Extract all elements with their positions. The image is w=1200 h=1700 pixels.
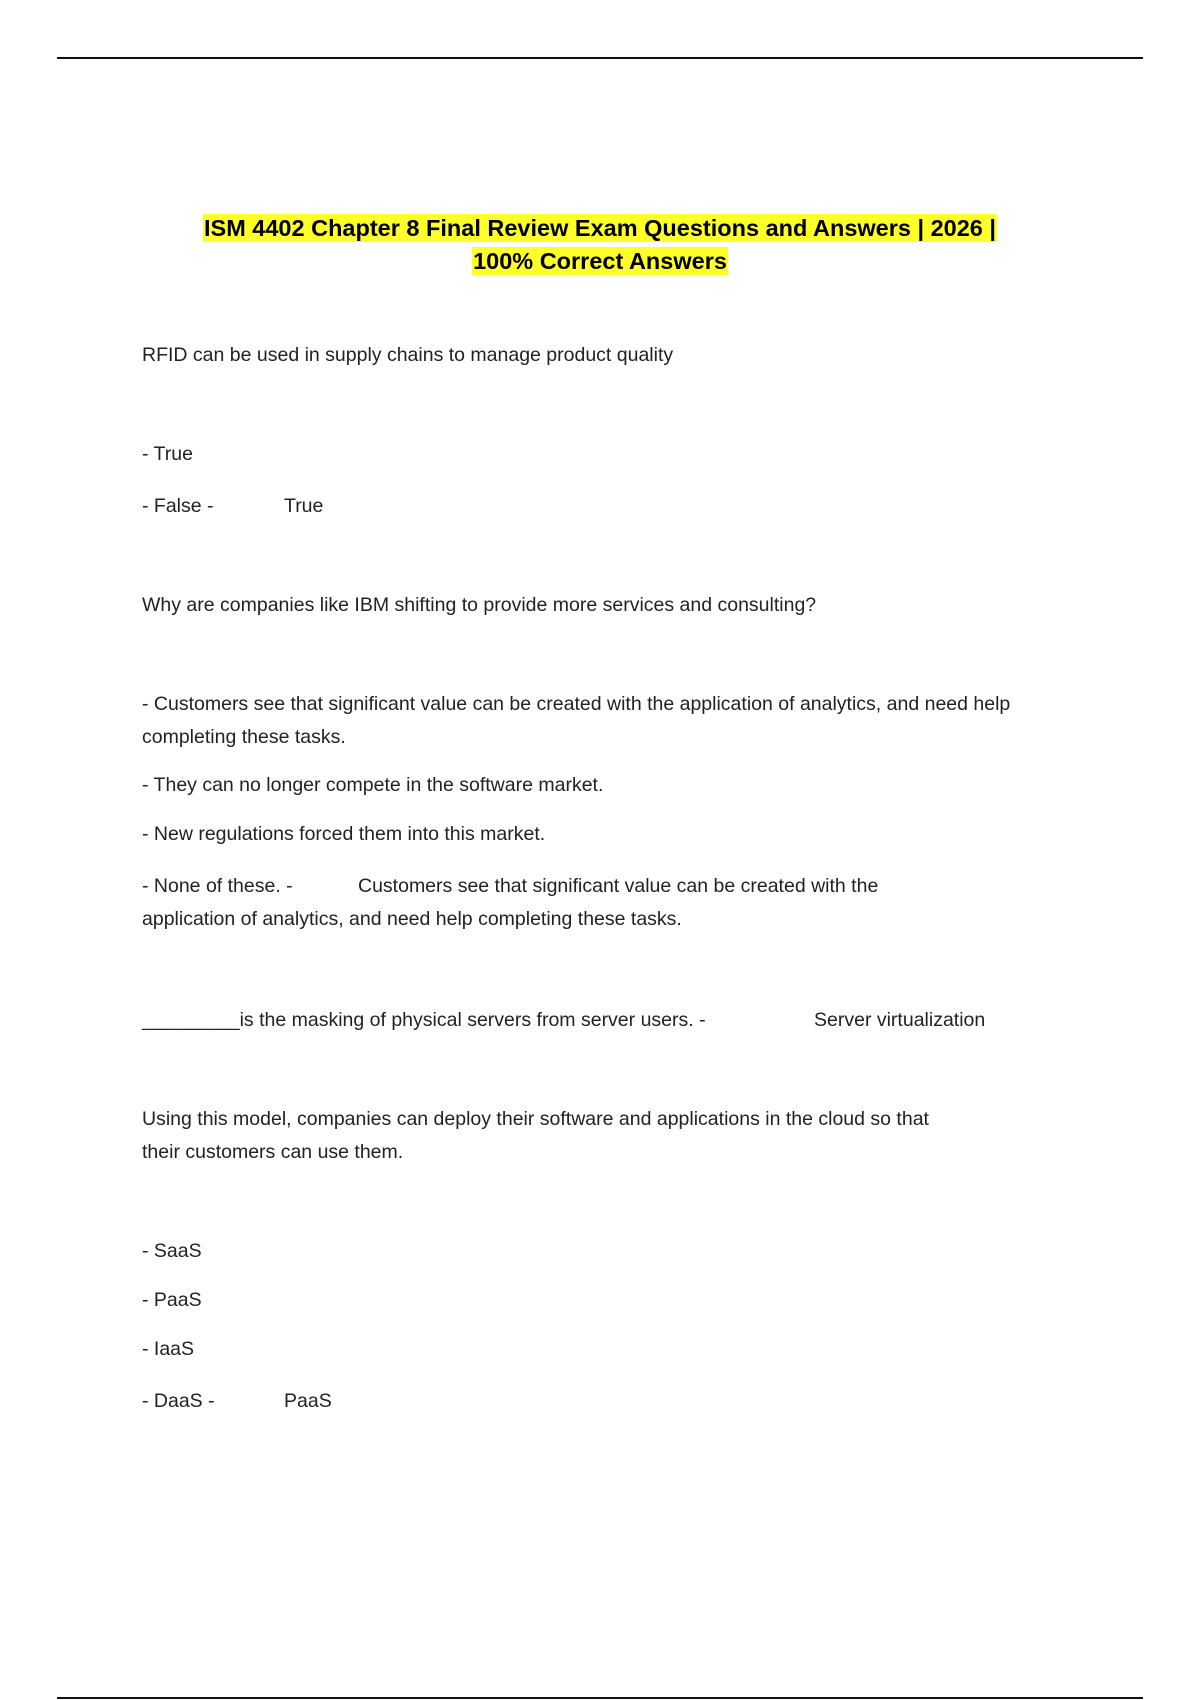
question-4-option-4: - DaaS -: [142, 1390, 215, 1412]
question-1-option-2: [142, 490, 214, 523]
question-4-text-line-1: Using this model, companies can deploy their software and applications in the cloud so that: [142, 1108, 929, 1130]
question-1-answer: True: [284, 495, 324, 517]
question-2-option-4: - None of these. -: [142, 875, 293, 897]
question-2-text: Why are companies like IBM shifting to provide more services and consulting?: [142, 594, 817, 616]
question-4-option-3: - IaaS: [142, 1338, 195, 1360]
question-2-option-2: - They can no longer compete in the software market.: [142, 774, 604, 796]
question-3-text: _________is the masking of physical servers from server users. -: [142, 1009, 706, 1031]
question-2-answer-line-2: application of analytics, and need help completing these tasks.: [142, 908, 682, 930]
question-2-option-3: - New regulations forced them into this market.: [142, 823, 546, 845]
question-3-answer: Server virtualization: [814, 1009, 986, 1031]
question-1-option-2-label: - False -: [142, 495, 214, 517]
question-1-option-1: - True: [142, 443, 193, 465]
question-4-option-2: - PaaS: [142, 1289, 202, 1311]
title-line-2: 100% Correct Answers: [473, 248, 727, 274]
question-2-option-1: - Customers see that significant value can be created with the application of analytics, and need help completing these tasks.: [142, 693, 1011, 748]
title-line-1: ISM 4402 Chapter 8 Final Review Exam Questions and Answers | 2026 |: [203, 215, 996, 241]
question-2-answer-line-1: Customers see that significant value can be created with the: [358, 875, 879, 897]
question-4-answer: PaaS: [284, 1390, 332, 1412]
document-title: [100, 212, 1100, 278]
question-4-text-line-2: their customers can use them.: [142, 1141, 404, 1163]
question-1-text: RFID can be used in supply chains to manage product quality: [142, 344, 674, 366]
question-4-option-1: - SaaS: [142, 1240, 202, 1262]
bottom-rule: [57, 1697, 1143, 1699]
top-rule: [57, 57, 1143, 59]
